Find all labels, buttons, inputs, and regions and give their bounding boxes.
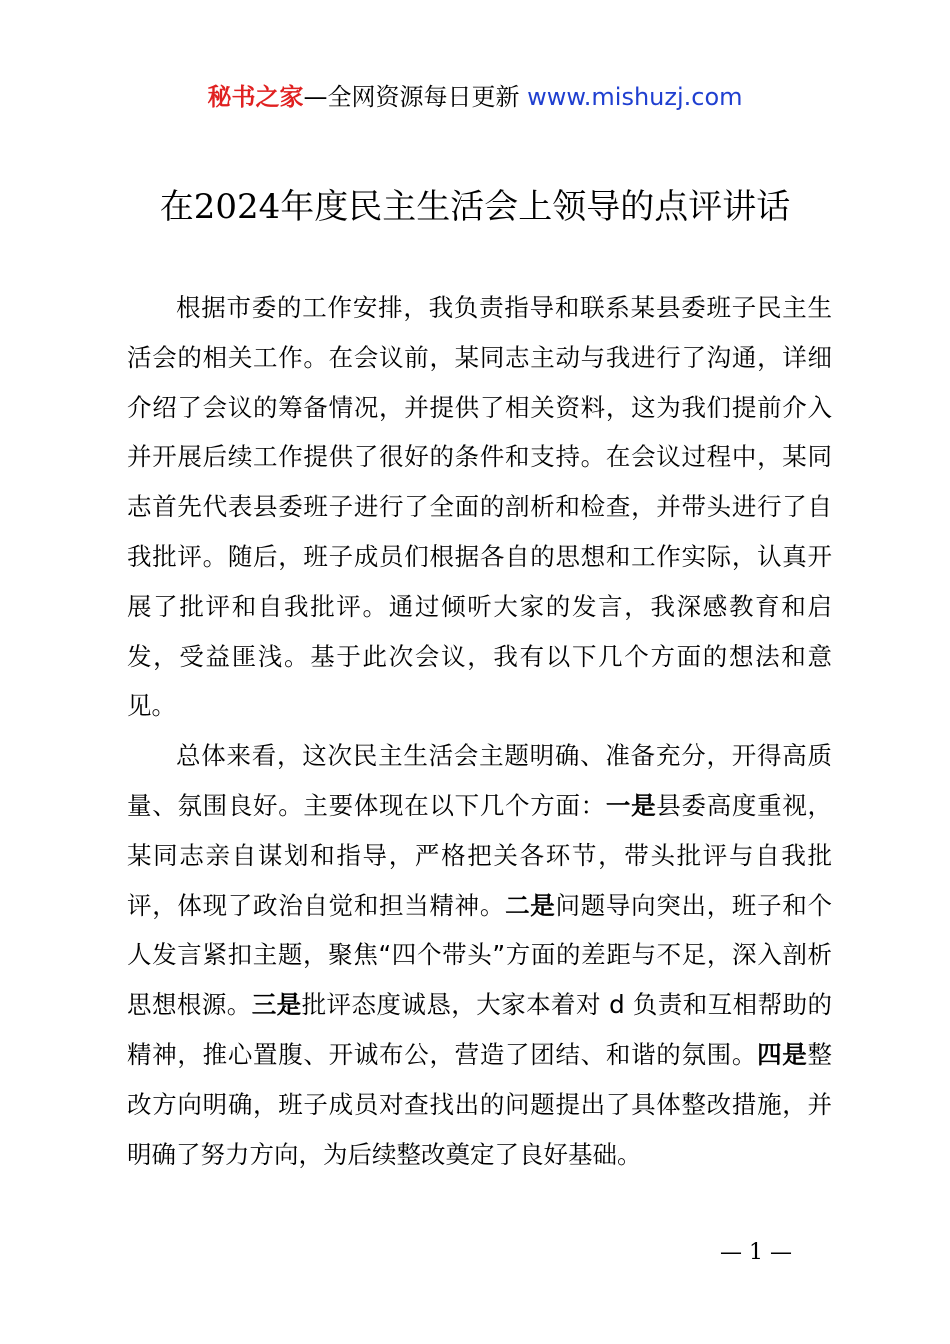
document-body [127, 283, 832, 1179]
page-number: — 1 — [720, 1240, 792, 1265]
point-4-label: 四是 [757, 1039, 808, 1069]
summary-intro-text: 总体来看，这次民主生活会主题明确、准备充分，开得高质量、氛围良好。主要体现在以下几个方面： [127, 741, 832, 820]
paragraph-summary [127, 731, 832, 1179]
point-1-label: 一是 [605, 790, 657, 820]
point-1-text: 县委高度重视，某同志亲自谋划和指导，严格把关各环节，带头批评与自我批评，体现了政治自觉和担当精神。 [127, 790, 833, 920]
site-header [0, 80, 950, 114]
site-tagline: —全网资源每日更新 [303, 83, 520, 111]
paragraph-intro: 根据市委的工作安排，我负责指导和联系某县委班子民主生活会的相关工作。在会议前，某同志主动与我进行了沟通，详细介绍了会议的筹备情况，并提供了相关资料，这为我们提前介入并开展后续工作提供了很好的条件和支持。在会议过程中，某同志首先代表县委班子进行了全面的剖析和检查，并带头进行了自我批评。随后，班子成员们根据各自的思想和工作实际，认真开展了批评和自我批评。通过倾听大家的发言，我深感教育和启发，受益匪浅。基于此次会议，我有以下几个方面的想法和意见。 [127, 293, 832, 721]
document-title: 在2024年度民主生活会上领导的点评讲话 [159, 187, 791, 227]
point-3-text: 批评态度诚恳，大家本着对 d 负责和互相帮助的精神，推心置腹、开诚布公，营造了团结、和谐的氛围。 [127, 990, 833, 1069]
point-2-text: 问题导向突出，班子和个人发言紧扣主题，聚焦“四个带头”方面的差距与不足，深入剖析思想根源。 [127, 890, 833, 1020]
site-brand: 秘书之家 [207, 83, 304, 111]
site-url-link[interactable]: www.mishuzj.com [527, 83, 743, 111]
point-2-label: 二是 [505, 890, 556, 920]
point-4-text: 整改方向明确，班子成员对查找出的问题提出了具体整改措施，并明确了努力方向，为后续整改奠定了良好基础。 [127, 1039, 833, 1169]
point-3-label: 三是 [251, 990, 302, 1020]
